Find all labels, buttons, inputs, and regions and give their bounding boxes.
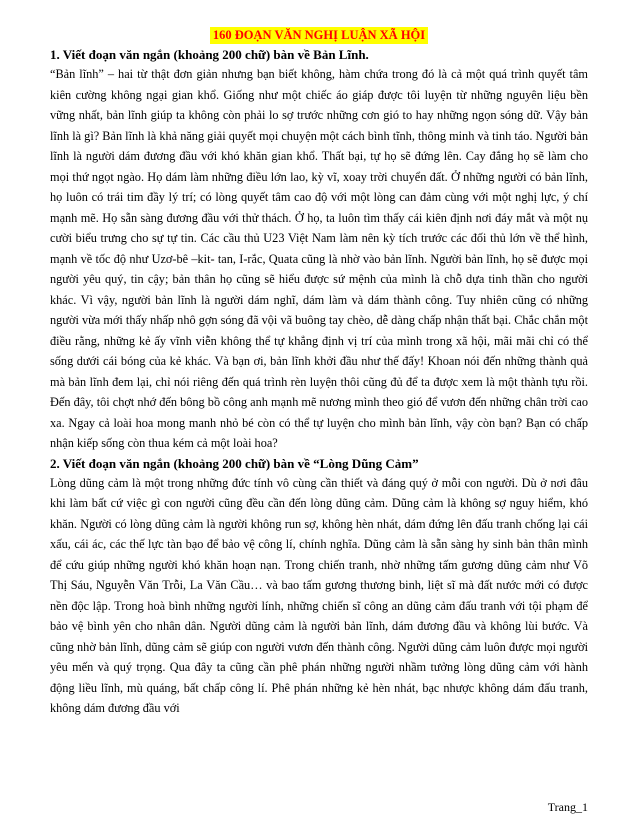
section-2-heading: 2. Viết đoạn văn ngắn (khoảng 200 chữ) bàn về “Lòng Dũng Cảm”: [50, 455, 419, 471]
section-2-body: Lòng dũng cảm là một trong những đức tính vô cùng cần thiết và đáng quý ở mỗi con người. Dù ở nơi đâu khi làm bất cứ việc gì con người cũng đều cần đến lòng dũng cảm. Dũng cảm là không sợ nguy hiểm, khó khăn. Người có lòng dũng cảm là người không run sợ, không hèn nhát, dám đứng lên đấu tranh chống lại cái xấu, cái ác, các thế lực tàn bạo để bảo vệ công lí, chính nghĩa. Dũng cảm là sẵn sàng hy sinh bản thân mình để cứu giúp những người khó khăn hoạn nạn. Trong chiến tranh, nhờ những tấm gương dũng cảm như Võ Thị Sáu, Nguyễn Văn Trỗi, La Văn Cầu… và bao tấm gương thương binh, liệt sĩ mà đất nước mới có được nền độc lập. Trong hoà bình những người lính, những chiến sĩ công an dũng cảm đấu tranh với tội phạm để bảo vệ bình yên cho nhân dân. Người dũng cảm là người bản lĩnh, dám đương đầu và không lùi bước. Và cũng nhờ bản lĩnh, dũng cảm sẽ giúp con người vươn đến thành công. Người dũng cảm luôn được mọi người yêu mến và quý trọng. Qua đây ta cũng cần phê phán những người nhầm tưởng lòng dũng cảm với hành động liều lĩnh, mù quáng, bất chấp công lí. Phê phán những kẻ hèn nhát, bạc nhược không dám đấu tranh, không dám đương đầu với: [50, 475, 588, 715]
section-1-body: “Bản lĩnh” – hai từ thật đơn giản nhưng bạn biết không, hàm chứa trong đó là cả một quá trình quyết tâm kiên cường không ngại gian khổ. Giống như một chiếc áo giáp được tôi luyện từ những nguyên liệu bền vững nhất, bản lĩnh giúp ta không còn phải lo sợ trước những cơn gió to hay những ngọn sóng dữ. Vậy bản lĩnh là gì? Bản lĩnh là khả năng giải quyết mọi chuyện một cách bình tĩnh, thông minh và tinh táo. Người bản lĩnh là người dám đương đầu với khó khăn gian khổ. Thất bại, tự họ sẽ đứng lên. Cay đắng họ sẽ làm cho mọi thứ ngọt ngào. Họ dám làm những điều lớn lao, kỳ vĩ, xoay trời chuyển đất. Ở những người có bản lĩnh, họ luôn có trái tim đầy lý trí; có lòng quyết tâm cao độ với một lòng can đảm cùng với một nghị lực, ý chí mạnh mẽ. Họ sẵn sàng đương đầu với thử thách. Ở họ, ta luôn tìm thấy cái kiên định nơi đáy mắt và một nụ cười biểu trưng cho sự tự tin. Các cầu thủ U23 Việt Nam làm nên kỳ tích trước các đối thủ lớn về thể hình, mạnh về tốc độ như Uzơ-bê –kit- tan, I-rắc, Quata cũng là nhờ vào bản lĩnh. Người bản lĩnh, họ sẽ được mọi người yêu quý, tin cậy; bản thân họ cũng sẽ hiểu được sứ mệnh của mình là chỗ dựa tinh thần cho người khác. Vì vậy, người bản lĩnh là người dám nghĩ, dám làm và dám thành công. Tuy nhiên cũng có những người vừa mới thấy nhấp nhô gợn sóng đã vội vã buông tay chèo, dễ dàng chấp nhận thất bại. Chắc chắn một điều rằng, những kẻ ấy vĩnh viễn không thể tự khẳng định vị trí của mình trong xã hội, mãi mãi chỉ có thể sống dưới cái bóng của kẻ khác. Và bạn ơi, bản lĩnh khởi đầu như thế đấy! Khoan nói đến những thành quả mà bản lĩnh đem lại, chỉ nói riêng đến quá trình rèn luyện thôi cũng đủ để ta được xem là một thành tựu rồi. Đến đây, tôi chợt nhớ đến bông bồ công anh mạnh mẽ nương mình theo gió để vươn đến những chân trời cao xa. Ngay cả loài hoa mong manh nhỏ bé còn có thể tự luyện cho mình bản lĩnh, vậy còn bạn? Bạn có chấp nhận kiếp sống còn thua kém cả một loài hoa?: [50, 67, 588, 450]
page-footer: Trang_1: [547, 800, 588, 814]
document-page: [50, 26, 588, 719]
section-1-heading: 1. Viết đoạn văn ngắn (khoảng 200 chữ) bàn về Bản Lĩnh.: [50, 47, 369, 62]
title-wrapper: [50, 26, 588, 45]
document-title: 160 ĐOẠN VĂN NGHỊ LUẬN XÃ HỘI: [210, 27, 428, 44]
